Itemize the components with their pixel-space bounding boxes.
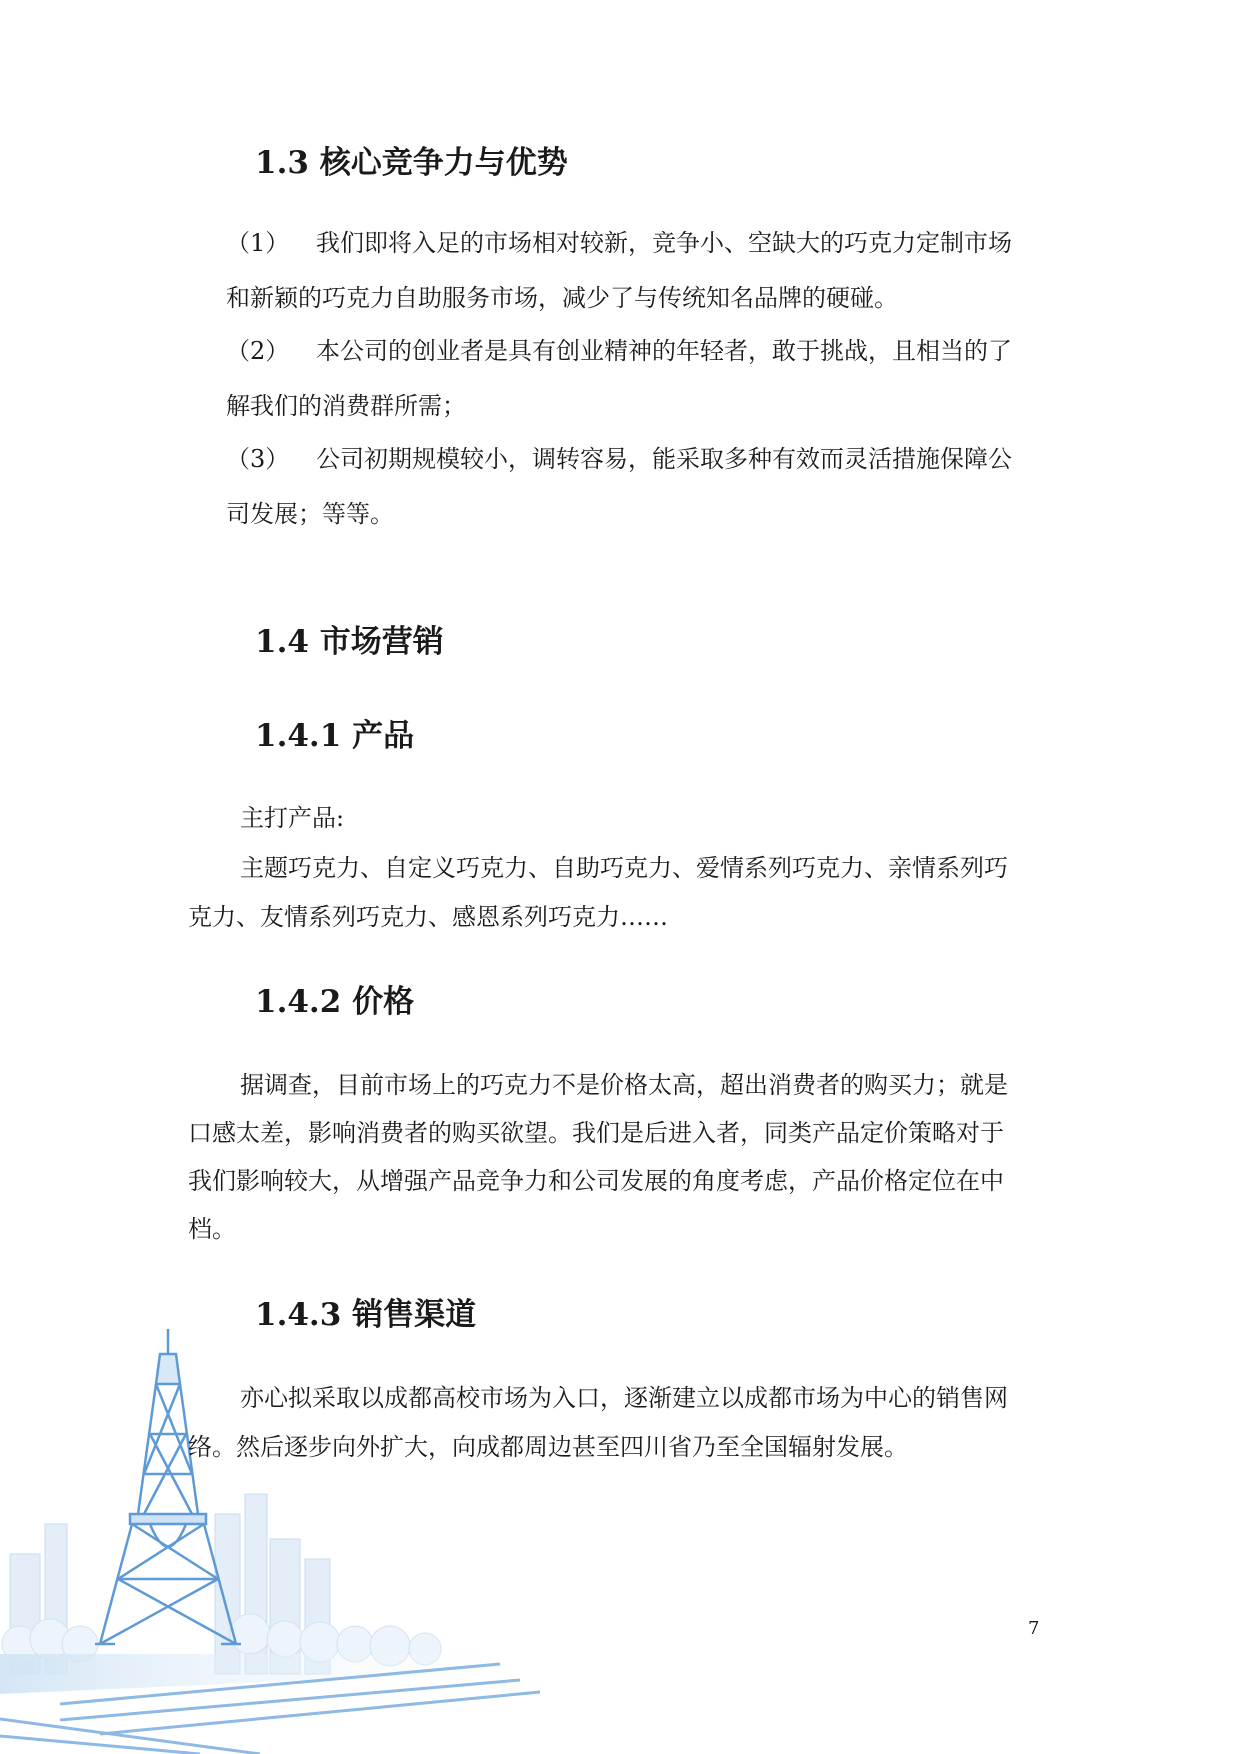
section-heading-1-4-1: 1.4.1 产品 bbox=[255, 718, 415, 754]
page-number: 7 bbox=[1028, 1618, 1040, 1639]
paragraph-line: 克力、友情系列巧克力、感恩系列巧克力…… bbox=[188, 903, 668, 931]
list-number: （3） bbox=[226, 445, 290, 473]
list-number: （2） bbox=[226, 337, 290, 365]
paragraph-line: 口感太差，影响消费者的购买欲望。我们是后进入者，同类产品定价策略对于 bbox=[188, 1119, 1004, 1147]
list-text: 本公司的创业者是具有创业精神的年轻者，敢于挑战，且相当的了 bbox=[316, 337, 1012, 365]
section-heading-1-3: 1.3 核心竞争力与优势 bbox=[255, 145, 568, 181]
product-lead: 主打产品: bbox=[240, 804, 345, 832]
paragraph-line: 档。 bbox=[188, 1215, 236, 1243]
paragraph-line: 我们影响较大，从增强产品竞争力和公司发展的角度考虑，产品价格定位在中 bbox=[188, 1167, 1004, 1195]
paragraph-line: 主题巧克力、自定义巧克力、自助巧克力、爱情系列巧克力、亲情系列巧 bbox=[240, 854, 1008, 882]
paragraph-line: 据调查，目前市场上的巧克力不是价格太高，超出消费者的购买力；就是 bbox=[240, 1071, 1008, 1099]
paragraph-line: 亦心拟采取以成都高校市场为入口，逐渐建立以成都市场为中心的销售网 bbox=[240, 1384, 1008, 1412]
section-heading-1-4: 1.4 市场营销 bbox=[255, 624, 444, 660]
list-item bbox=[226, 226, 1012, 260]
paragraph-line: 络。然后逐步向外扩大，向成都周边甚至四川省乃至全国辐射发展。 bbox=[188, 1433, 908, 1461]
list-item-continuation: 司发展；等等。 bbox=[226, 500, 394, 528]
list-item bbox=[226, 442, 1012, 476]
list-item-continuation: 和新颖的巧克力自助服务市场，减少了与传统知名品牌的硬碰。 bbox=[226, 284, 898, 312]
section-heading-1-4-3: 1.4.3 销售渠道 bbox=[255, 1297, 477, 1333]
list-text: 我们即将入足的市场相对较新，竞争小、空缺大的巧克力定制市场 bbox=[316, 229, 1012, 257]
list-item bbox=[226, 334, 1012, 368]
list-number: （1） bbox=[226, 229, 290, 257]
section-heading-1-4-2: 1.4.2 价格 bbox=[255, 984, 415, 1020]
list-text: 公司初期规模较小，调转容易，能采取多种有效而灵活措施保障公 bbox=[316, 445, 1012, 473]
list-item-continuation: 解我们的消费群所需； bbox=[226, 392, 466, 420]
